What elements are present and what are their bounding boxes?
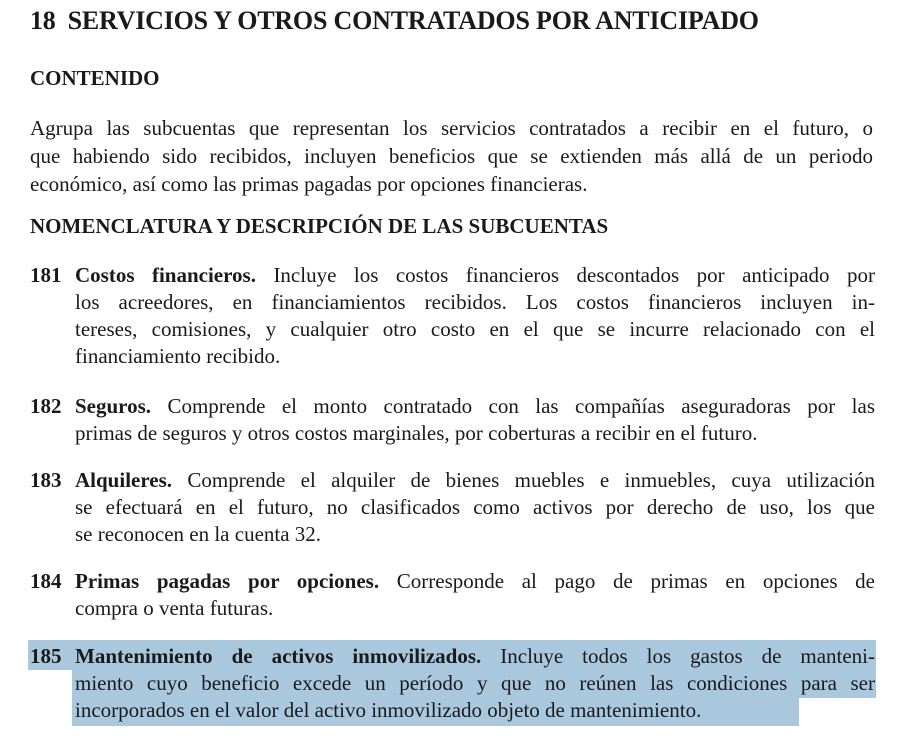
entry-body [75, 393, 875, 447]
entry-line: financiamiento recibido. [75, 344, 281, 368]
entry-line: primas de seguros y otros costos marginales, por coberturas a recibir en el futuro. [75, 421, 758, 445]
entry-line: se efectuará en el futuro, no clasificados como activos por derecho de uso, los que [75, 495, 875, 519]
entry-first-line [75, 568, 875, 595]
entry-line: miento cuyo beneficio excede un período y que no reúnen las condiciones para ser [75, 671, 875, 695]
entry-code: 185 [30, 644, 62, 668]
nomenclatura-heading: NOMENCLATURA Y DESCRIPCIÓN DE LAS SUBCUENTAS [30, 214, 609, 238]
entry-code: 183 [30, 468, 62, 492]
entry-line: compra o venta futuras. [75, 596, 274, 620]
entry-first-rest: Comprende el monto contratado con las compañías aseguradoras por las [151, 394, 875, 418]
contenido-line: que habiendo sido recibidos, incluyen beneficios que se extienden más allá de un periodo [30, 144, 873, 168]
entry-183[interactable] [30, 467, 875, 548]
entry-term: Seguros. [75, 394, 152, 418]
entry-code: 181 [30, 263, 62, 287]
entry-185[interactable] [30, 643, 875, 724]
entry-first-rest: Incluye todos los gastos de manteni- [481, 644, 875, 668]
contenido-line: económico, así como las primas pagadas por opciones financieras. [30, 172, 588, 196]
entry-term: Alquileres. [75, 468, 173, 492]
entry-body [75, 262, 875, 370]
entry-line: se reconocen en la cuenta 32. [75, 522, 322, 546]
entry-term: Mantenimiento de activos inmovilizados. [75, 644, 482, 668]
entry-line: los acreedores, en financiamientos recibidos. Los costos financieros incluyen in- [75, 290, 875, 314]
entry-first-line [75, 643, 875, 670]
entry-code: 182 [30, 394, 62, 418]
entry-code: 184 [30, 569, 62, 593]
entry-first-line [75, 262, 875, 289]
entry-184[interactable] [30, 568, 875, 622]
entry-line: incorporados en el valor del activo inmovilizado objeto de mantenimiento. [75, 698, 702, 722]
entry-first-rest: Comprende el alquiler de bienes muebles e inmuebles, cuya utilización [172, 468, 875, 492]
contenido-heading: CONTENIDO [30, 66, 160, 90]
entry-body [75, 467, 875, 548]
section-title [30, 6, 759, 36]
entry-first-line [75, 467, 875, 494]
contenido-paragraph[interactable] [30, 114, 873, 198]
section-number: 18 [30, 6, 56, 35]
entry-first-line [75, 393, 875, 420]
entry-181[interactable] [30, 262, 875, 370]
entry-body [75, 568, 875, 622]
entry-term: Costos financieros. [75, 263, 256, 287]
entry-182[interactable] [30, 393, 875, 447]
section-title-text: SERVICIOS Y OTROS CONTRATADOS POR ANTICIPADO [67, 6, 759, 35]
entry-term: Primas pagadas por opciones. [75, 569, 380, 593]
entry-body [75, 643, 875, 724]
entry-first-rest: Corresponde al pago de primas en opciones de [379, 569, 875, 593]
entry-first-rest: Incluye los costos financieros descontados por anticipado por [255, 263, 875, 287]
entry-line: tereses, comisiones, y cualquier otro costo en el que se incurre relacionado con el [75, 317, 875, 341]
contenido-line: Agrupa las subcuentas que representan los servicios contratados a recibir en el futuro, o [30, 116, 873, 140]
